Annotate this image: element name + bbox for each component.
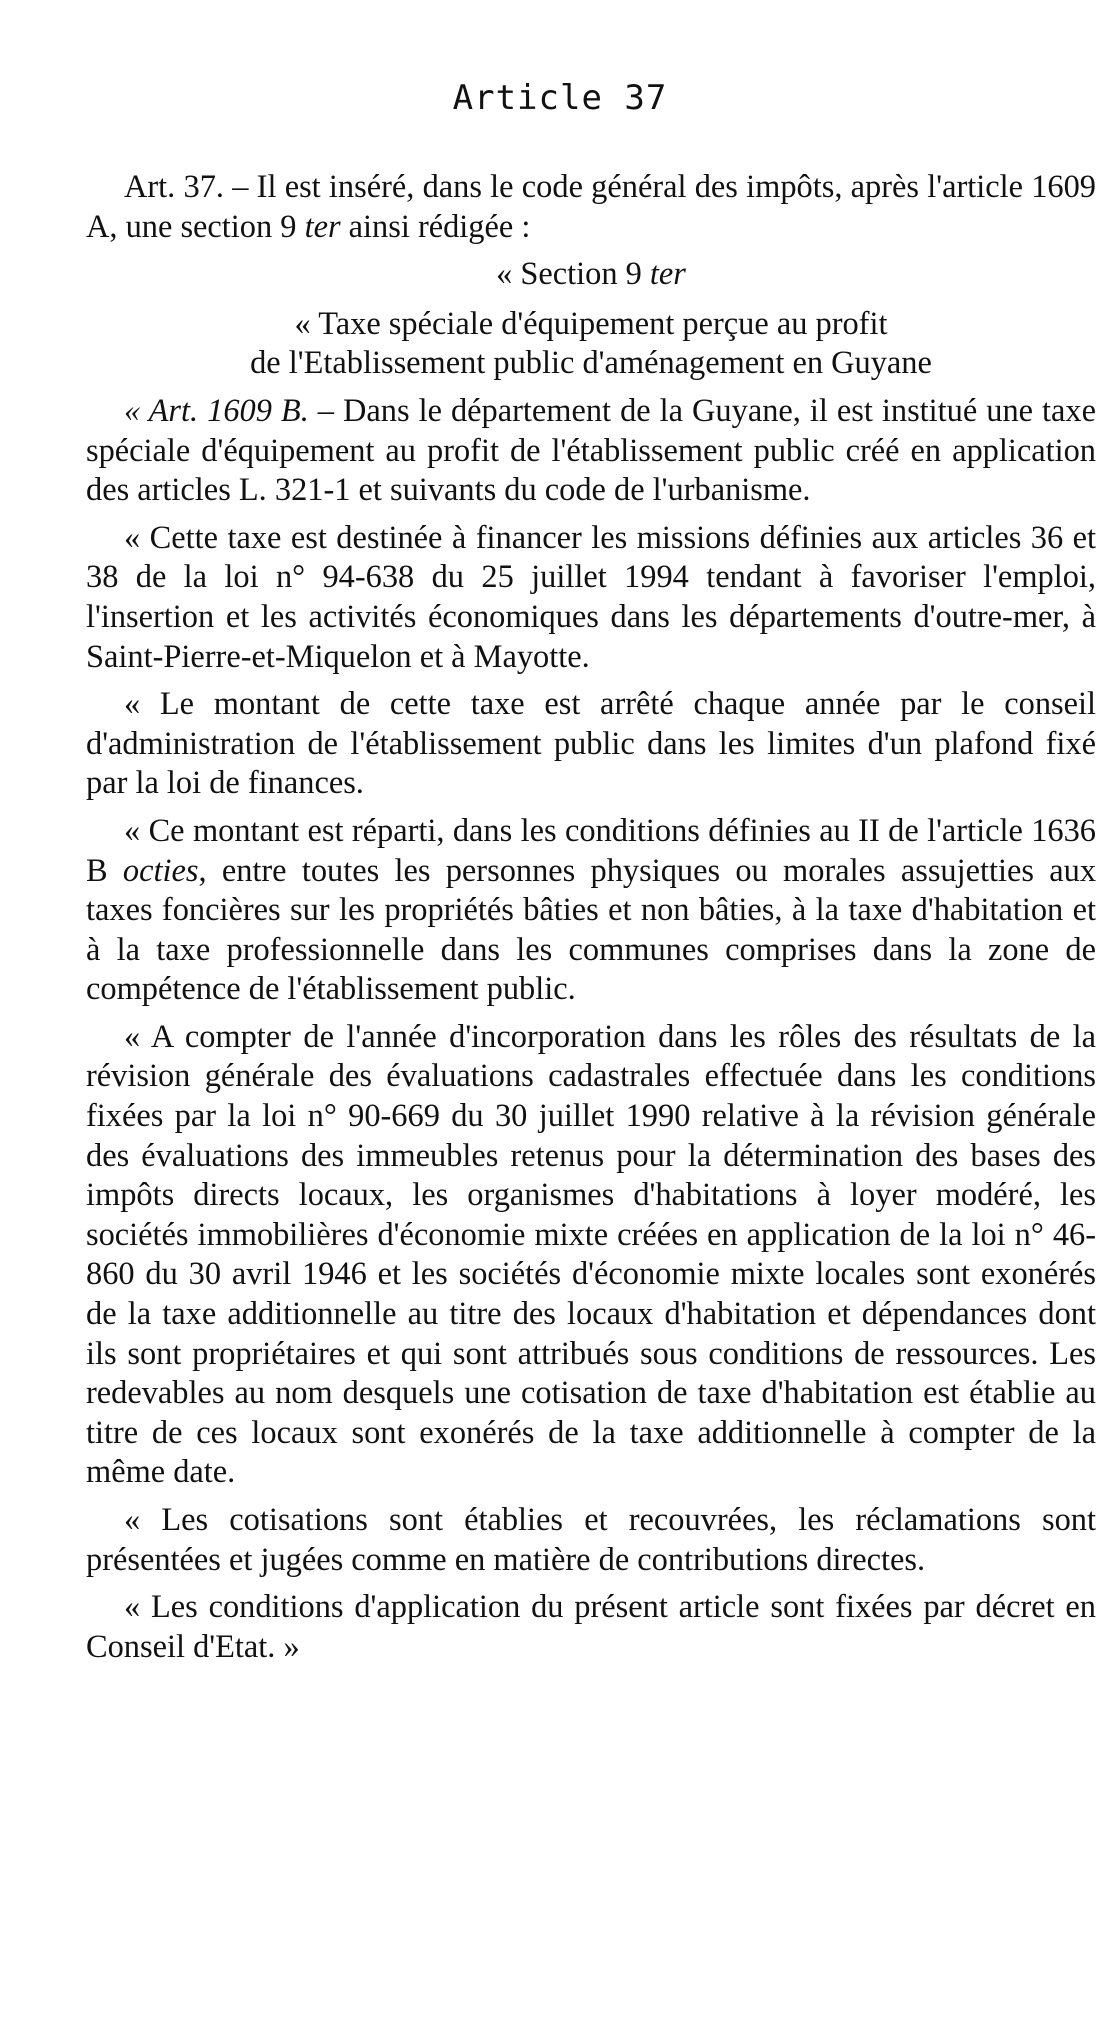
subsection-title-line2: de l'Etablissement public d'aménagement en Guyane	[250, 345, 932, 382]
section-title-start: « Section 9	[496, 256, 650, 293]
article-1609b-paragraph	[86, 392, 1096, 511]
intro-text-italic: ter	[304, 208, 341, 245]
cotisations-paragraph: « Les cotisations sont établies et recouvrées, les réclamations sont présentées et jugées comme en matière de contributions directes.	[86, 1502, 1096, 1578]
repartition-text-end: , entre toutes les personnes physiques ou morales assujetties aux taxes foncières sur les propriétés bâties et non bâties, à la taxe d'habitation et à la taxe professionnelle dans les communes comprises dans la zone de compétence de l'établissement public.	[86, 852, 1097, 1008]
article-body	[86, 168, 1096, 1675]
exoneration-paragraph: « A compter de l'année d'incorporation dans les rôles des résultats de la révision générale des évaluations cadastrales effectuée dans les conditions fixées par la loi n° 90-669 du 30 juillet 1990 relative à la révision générale des évaluations des immeubles retenus pour la détermination des bases des impôts directs locaux, les organismes d'habitations à loyer modéré, les sociétés immobilières d'économie mixte créées en application de la loi n° 46-860 du 30 avril 1946 et les sociétés d'économie mixte locales sont exonérés de la taxe additionnelle au titre des locaux d'habitation et dépendances dont ils sont propriétaires et qui sont attribués sous conditions de ressources. Les redevables au nom desquels une cotisation de taxe d'habitation est établie au titre de ces locaux sont exonérés de la taxe additionnelle à compter de la même date.	[86, 1018, 1096, 1491]
conditions-paragraph: « Les conditions d'application du présent article sont fixées par décret en Conseil d'Etat. »	[86, 1589, 1096, 1665]
intro-text-end: ainsi rédigée :	[340, 208, 531, 245]
repartition-text-start: « Ce montant est réparti, dans les conditions définies au II de l'article 1636 B	[86, 812, 1096, 889]
montant-paragraph: « Le montant de cette taxe est arrêté chaque année par le conseil d'administration de l'établissement public dans les limites d'un plafond fixé par la loi de finances.	[86, 686, 1096, 802]
section-title-italic: ter	[649, 256, 686, 293]
repartition-paragraph	[86, 812, 1096, 1010]
destination-paragraph: « Cette taxe est destinée à financer les missions définies aux articles 36 et 38 de la loi n° 94-638 du 25 juillet 1994 tendant à favoriser l'emploi, l'insertion et les activités économiques dans les départements d'outre-mer, à Saint-Pierre-et-Miquelon et à Mayotte.	[86, 519, 1096, 675]
section-title	[86, 255, 1096, 295]
repartition-text-italic: octies	[122, 852, 199, 889]
article-1609b-text: – Dans le département de la Guyane, il est institué une taxe spéciale d'équipement au profit de l'établissement public créé en application des articles L. 321-1 et suivants du code de l'urbanisme.	[86, 392, 1096, 509]
article-heading: Article 37	[452, 78, 668, 118]
subsection-title	[86, 305, 1096, 384]
subsection-title-line1: « Taxe spéciale d'équipement perçue au profit	[294, 305, 888, 342]
intro-paragraph	[86, 168, 1096, 247]
intro-text-start: Art. 37. – Il est inséré, dans le code général des impôts, après l'article 1609 A, une section 9	[86, 169, 1096, 245]
article-1609b-label: « Art. 1609 B.	[124, 392, 309, 429]
